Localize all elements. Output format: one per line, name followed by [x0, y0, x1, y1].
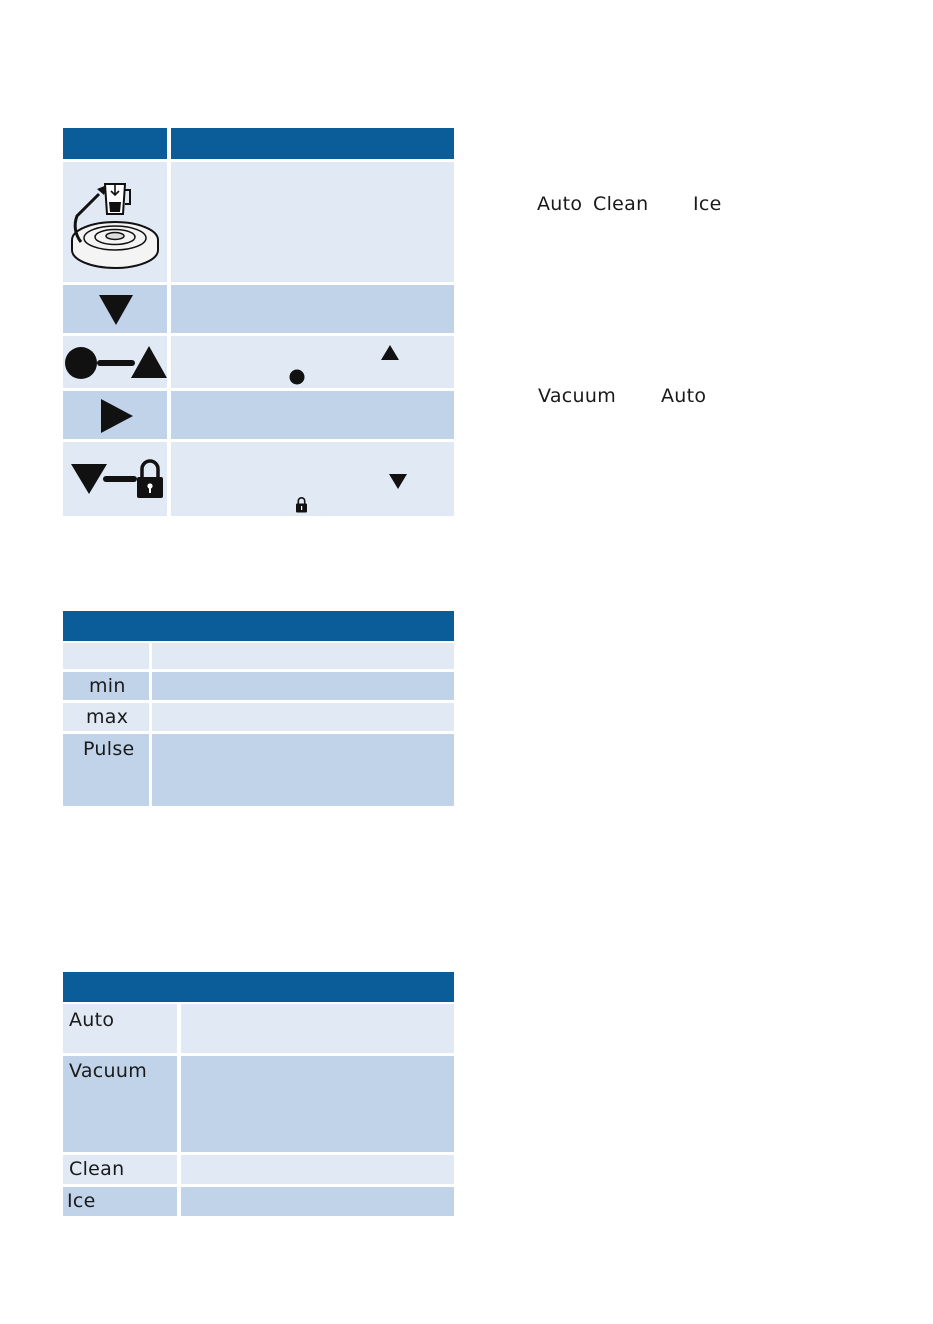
speed-row-description: [152, 643, 454, 669]
speed-row-label: [63, 672, 149, 700]
program-row-label: [63, 1187, 177, 1216]
symbols-row-icon-cell: [63, 162, 167, 282]
program-row-description: [181, 1155, 454, 1184]
speed-label-max: max: [86, 706, 129, 728]
program-label-auto: Auto: [69, 1009, 115, 1031]
circle-icon: [289, 369, 305, 385]
programs-table-header: [63, 972, 454, 1002]
symbols-row-icon-cell: [63, 391, 167, 439]
symbols-row-description: [171, 442, 454, 516]
right-text-auto: Auto: [537, 193, 583, 215]
right-text-auto-2: Auto: [661, 385, 707, 407]
program-row-label: [63, 1056, 177, 1152]
symbols-row-icon-cell: [63, 336, 167, 388]
right-text-vacuum: Vacuum: [538, 385, 617, 407]
program-label-ice: Ice: [67, 1190, 96, 1212]
right-text-ice: Ice: [693, 193, 722, 215]
triangle-down-to-lock-icon: [63, 442, 167, 516]
speed-row-description: [152, 703, 454, 731]
symbols-row-description: [171, 336, 454, 388]
program-row-description: [181, 1056, 454, 1152]
program-row-label: [63, 1155, 177, 1184]
speed-row-description: [152, 734, 454, 806]
program-row-label: [63, 1004, 177, 1053]
right-text-clean: Clean: [593, 193, 649, 215]
program-row-description: [181, 1187, 454, 1216]
program-label-clean: Clean: [69, 1158, 125, 1180]
circle-to-triangle-up-icon: [63, 336, 167, 388]
lock-icon: [296, 497, 307, 513]
triangle-down-icon: [63, 285, 167, 333]
symbols-row-description: [171, 285, 454, 333]
program-row-description: [181, 1004, 454, 1053]
symbols-row-icon-cell: [63, 285, 167, 333]
symbols-table-header-left: [63, 128, 167, 159]
speed-label-pulse: Pulse: [83, 738, 135, 760]
triangle-right-icon: [63, 391, 167, 439]
symbols-table-header-right: [171, 128, 454, 159]
symbols-row-icon-cell: [63, 442, 167, 516]
speed-row-label: [63, 703, 149, 731]
speed-row-label: [63, 643, 149, 669]
speed-table-header: [63, 611, 454, 641]
program-label-vacuum: Vacuum: [69, 1060, 148, 1082]
speed-row-description: [152, 672, 454, 700]
symbols-row-description: [171, 162, 454, 282]
speed-row-label: [63, 734, 149, 806]
jug-on-base-icon: [63, 162, 167, 282]
speed-label-min: min: [89, 675, 126, 697]
symbols-row-description: [171, 391, 454, 439]
triangle-up-icon: [381, 345, 399, 361]
triangle-down-icon: [389, 474, 407, 489]
